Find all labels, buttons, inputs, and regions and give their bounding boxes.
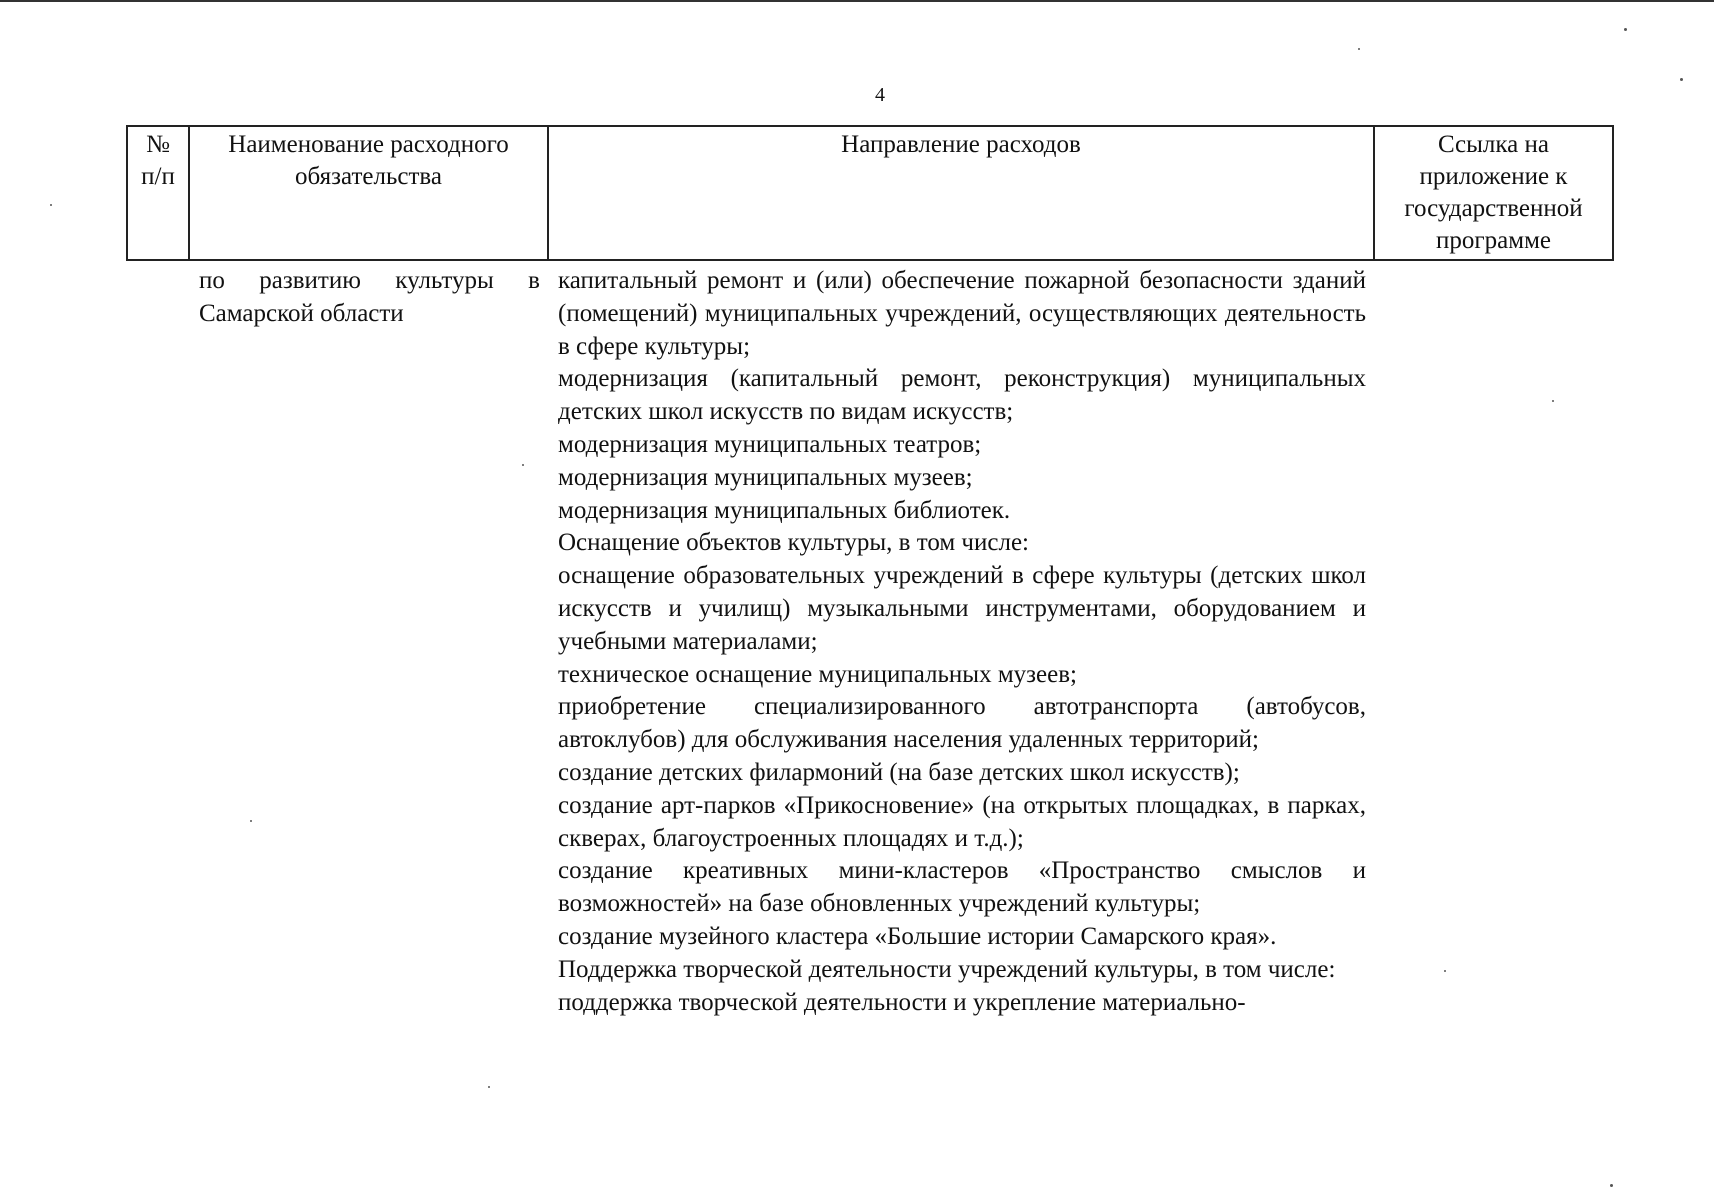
- direction-item: капитальный ремонт и (или) обеспечение пожарной безопасности зданий (помещений) муниципальных учреждений, осуществляющих деятельность в сфере культуры;: [558, 267, 1366, 360]
- scan-speck: [1444, 970, 1446, 972]
- program-reference: [1374, 260, 1613, 1019]
- expenditure-table: [126, 125, 1614, 1019]
- scan-speck: [1680, 78, 1683, 81]
- direction-item: модернизация муниципальных библиотек.: [558, 496, 1011, 524]
- obligation-name: по развитию культуры в Самарской области: [199, 267, 540, 327]
- scan-speck: [250, 820, 252, 822]
- direction-item: техническое оснащение муниципальных музеев;: [558, 660, 1077, 688]
- top-border-line: [0, 0, 1714, 2]
- direction-item: создание арт-парков «Прикосновение» (на открытых площадках, в парках, скверах, благоустроенных площадях и т.д.);: [558, 791, 1366, 852]
- header-program-reference: Ссылка на приложение к государственной программе: [1374, 126, 1613, 260]
- scan-speck: [1358, 48, 1360, 50]
- page-number: 4: [875, 84, 885, 106]
- scan-speck: [1624, 28, 1627, 31]
- table-row: [127, 260, 1613, 1019]
- direction-item: Поддержка творческой деятельности учреждений культуры, в том числе:: [558, 955, 1336, 983]
- expense-directions: [548, 260, 1374, 1019]
- direction-item: модернизация муниципальных музеев;: [558, 463, 973, 491]
- header-expense-direction: Направление расходов: [548, 126, 1374, 260]
- scan-speck: [1610, 1184, 1613, 1187]
- direction-item: Оснащение объектов культуры, в том числе:: [558, 529, 1029, 557]
- scan-speck: [50, 204, 52, 206]
- direction-item: модернизация муниципальных театров;: [558, 430, 982, 458]
- scan-speck: [522, 464, 524, 466]
- scan-speck: [1552, 400, 1554, 402]
- table-header-row: [127, 126, 1613, 260]
- direction-item: приобретение специализированного автотранспорта (автобусов, автоклубов) для обслуживания населения удаленных территорий;: [558, 693, 1366, 754]
- direction-item: создание креативных мини-кластеров «Пространство смыслов и возможностей» на базе обновленных учреждений культуры;: [558, 857, 1366, 918]
- header-number: № п/п: [127, 126, 189, 260]
- header-obligation-name: Наименование расходного обязательства: [189, 126, 548, 260]
- direction-item: создание музейного кластера «Большие истории Самарского края».: [558, 922, 1277, 950]
- row-number: [127, 260, 189, 1019]
- direction-item: оснащение образовательных учреждений в сфере культуры (детских школ искусств и училищ) музыкальными инструментами, оборудованием и учебными материалами;: [558, 562, 1366, 655]
- direction-item: поддержка творческой деятельности и укрепление материально-: [558, 988, 1246, 1016]
- direction-item: модернизация (капитальный ремонт, реконструкция) муниципальных детских школ искусств по видам искусств;: [558, 365, 1366, 426]
- direction-item: создание детских филармоний (на базе детских школ искусств);: [558, 758, 1240, 786]
- scan-speck: [488, 1086, 490, 1088]
